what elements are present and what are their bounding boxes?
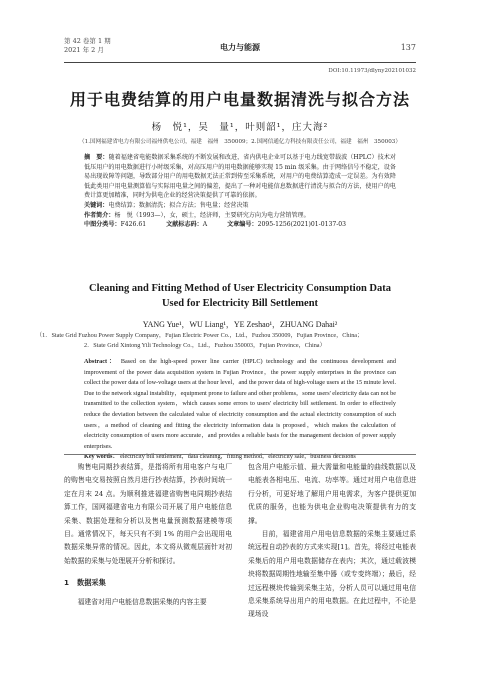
section-heading <box>64 576 232 589</box>
body-paragraph: 福建省对用户电能信息数据采集的内容主要 <box>77 597 207 606</box>
author-bio-label: 作者简介： <box>84 211 115 219</box>
body-paragraph: 购售电同期抄表结算，是指将所有用电客户与电厂的购售电交易按照自然月进行抄表结算，抄表时间统一定在月末 24 点。为顺利推进福建省购售电同期抄表结算工作，国网福建省电力有限公司开展了用户电能信息采集、数据处理和分析以及售电量预测数据建模等项目。通常情况下，每天只有不到 1% 的用户会出现用电数据采集异常的情况。因此，本文将从微观层面针对初始数据的采集与处理展开分析和探讨。 <box>64 463 232 565</box>
keywords-zh <box>84 201 396 211</box>
affiliation-en-1: （1．State Grid Fuzhou Power Supply Company，Fujian Electric Power Co.，Ltd.，Fuzhou 350009，Fujian Province，China； <box>36 332 364 339</box>
abstract-zh <box>84 153 396 201</box>
affiliations-zh: （1.国网福建省电力有限公司福州供电公司，福建 福州 350009；2.国网信通亿力科技有限责任公司，福建 福州 350003） <box>79 139 401 145</box>
body-column-left <box>64 461 232 609</box>
authors-zh: 杨 悦¹，吴 量¹，叶则韶¹，庄大海² <box>151 122 329 133</box>
keywords-en-text: electricity bill settlement，data cleaning，fitting method，electricity sale，business decisions <box>120 453 356 461</box>
clc-code <box>84 220 146 230</box>
clc-label: 中图分类号： <box>84 221 121 229</box>
affiliation-en-2: 2．State Grid Xintong Yili Technology Co.，Ltd.，Fuzhou 350003，Fujian Province，China） <box>84 341 326 349</box>
running-head <box>64 37 416 65</box>
title-zh: 用于电费结算的用户电量数据清洗与拟合方法 <box>69 90 410 109</box>
abstract-zh-label: 摘 要： <box>84 154 109 161</box>
doc-code-label: 文献标志码： <box>166 221 203 229</box>
body-column-right <box>248 461 416 622</box>
doc-code-value: A <box>202 221 208 229</box>
abstract-en-text: Based on the high-speed power line carrier (HPLC) technology and the continuous development and improvement of the power data acquisition system in Fujian Province，the power supply enterprises in the province can collect the power data of low-voltage users at the hour level，and the power data of high-voltage users at the 15 minute level. Due to the network signal instability，equipment prone to failure and other problems，some users' electricity data can not be transmitted to the collection system，which causes some errors to users' electricity bill settlement. In order to effectively reduce the deviation between the calculated value of electricity consumption and the actual electricity consumption of such users，a method of cleaning and fitting the electricity information data is proposed，which makes the calculation of electricity consumption of users more accurate，and provides a reliable basis for the management decision of power supply enterprises. <box>84 358 396 450</box>
volume-issue: 第 42 卷第 1 期 <box>64 37 111 45</box>
classification-row <box>84 220 396 230</box>
article-no-label: 文章编号： <box>227 221 258 229</box>
affiliations-en <box>36 331 444 350</box>
title-en-line-1: Cleaning and Fitting Method of User Electricity Consumption Data <box>89 283 391 294</box>
clc-value: F426.61 <box>120 221 147 229</box>
body-paragraph: 包含用户电能示值、最大需量和电能量的曲线数据以及电能表各相电压、电流、功率等。通过对用户电信息进行分析，可更好地了解用户用电需求，为客户提供更加优质的服务，也能为供电企业购电决策提供有力的支撑。 <box>248 463 416 525</box>
document-code <box>166 220 207 230</box>
authors-en: YANG Yue¹，WU Liang¹，YE Zeshao¹，ZHUANG Dahai² <box>142 320 338 329</box>
abstract-en <box>84 357 396 452</box>
keywords-en-label: Key words： <box>84 453 119 461</box>
abstract-en-label: Abstract： <box>84 358 118 365</box>
section-title: 数据采集 <box>77 578 106 588</box>
title-en <box>0 281 480 311</box>
issue-date: 2021 年 2 月 <box>64 46 104 54</box>
doi: DOI:10.11973/dlyny202101032 <box>328 68 416 74</box>
section-number: 1 <box>64 578 70 588</box>
keywords-zh-text: 电费结算；数据清洗；拟合方法；售电量；经营决策 <box>108 201 249 209</box>
journal-name: 电力与能源 <box>220 43 260 52</box>
title-en-line-2: Used for Electricity Bill Settlement <box>161 298 319 309</box>
header-rule <box>64 62 416 63</box>
abstract-block-en <box>84 357 396 463</box>
article-no-value: 2095-1256(2021)01-0137-03 <box>257 221 347 229</box>
author-bio-zh <box>84 211 396 221</box>
keywords-zh-label: 关键词： <box>84 201 109 209</box>
page-number: 137 <box>400 43 416 52</box>
abstract-zh-text: 随着福建省电能数据采集系统的不断发展和改进，省内供电企业可以基于电力线宽带载波（HPLC）技术对低压用户的用电数据进行小时级采集，对高压用户的用电数据能够实现 15 min 级采集。由于网络信号不稳定，设备易出现故障等问题，导致部分用户的用电数据无法正常到传至采集系统，对用户的电费结算造成一定误差。为有效降低此类用户用电量测算值与实际用电量之间的偏差，提出了一种对电能信息数据进行清洗与拟合的方法，使用户的电费计算更加精准，同时为供电企业的经营决策提供了可靠的依据。 <box>84 154 397 200</box>
body-rule <box>64 454 416 455</box>
article-number <box>227 220 346 230</box>
abstract-block-zh <box>84 153 396 230</box>
body-paragraph: 目前，福建省用户用电信息数据的采集主要通过系统远程自动抄表的方式来实现[1]。首先，将经过电能表采集后的用户用电数据储存在表内；其次，通过载波模块将数据周期性地输至集中器（或专变终端）；最后，经过远程模块传输到采集主站，分析人员可以通过用电信息采集系统导出用户的用电数据。在此过程中，不论是现场设 <box>248 530 416 619</box>
author-bio-text: 杨 悦（1993—），女，硕士，经济师，主要研究方向为电力营销管理。 <box>114 211 310 219</box>
